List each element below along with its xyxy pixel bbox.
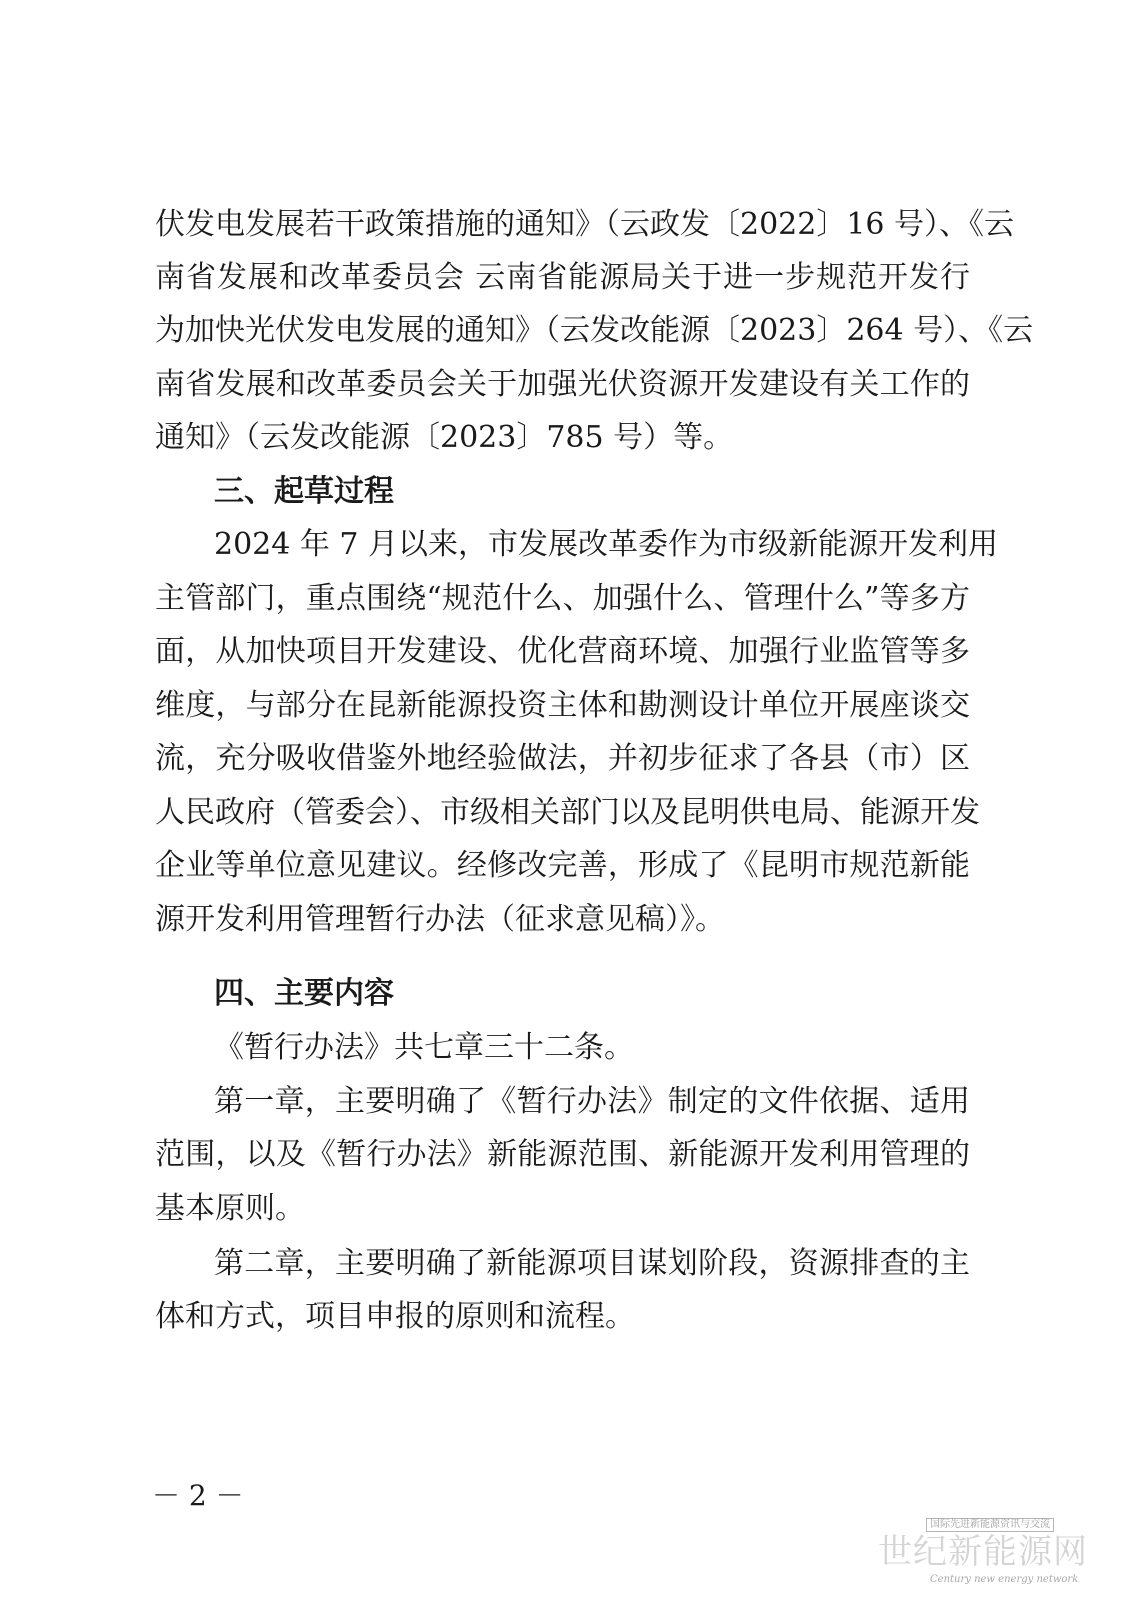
body-line: 南省发展和改革委员会 云南省能源局关于进一步规范开发行 [155, 260, 970, 295]
watermark-tagline: 国际先进新能源资讯与交流 [926, 1518, 1054, 1532]
body-line: 人民政府（管委会）、市级相关部门以及昆明供电局、能源开发 [155, 795, 980, 830]
body-line: 第一章，主要明确了《暂行办法》制定的文件依据、适用 [214, 1084, 970, 1119]
body-line: 维度，与部分在昆新能源投资主体和勘测设计单位开展座谈交 [155, 688, 970, 723]
body-line: 主管部门，重点围绕“规范什么、加强什么、管理什么”等多方 [155, 581, 970, 616]
body-line: 体和方式，项目申报的原则和流程。 [155, 1299, 635, 1334]
watermark-subtitle: Century new energy network [930, 1574, 1079, 1585]
page-number: － 2 － [152, 1479, 244, 1512]
body-line: 2024 年 7 月以来，市发展改革委作为市级新能源开发利用 [214, 527, 999, 562]
body-line: 第二章，主要明确了新能源项目谋划阶段，资源排查的主 [214, 1246, 970, 1281]
body-line: 南省发展和改革委员会关于加强光伏资源开发建设有关工作的 [155, 367, 970, 402]
body-line: 《暂行办法》共七章三十二条。 [214, 1030, 634, 1065]
body-line: 面，从加快项目开发建设、优化营商环境、加强行业监管等多 [155, 634, 970, 669]
body-line: 源开发利用管理暂行办法（征求意见稿）》。 [155, 902, 725, 937]
watermark-logo [878, 1518, 1098, 1590]
body-line: 伏发电发展若干政策措施的通知》（云政发〔2022〕16 号）、《云 [155, 207, 1015, 242]
section-heading-drafting-process: 三、起草过程 [214, 474, 394, 509]
body-line: 流，充分吸收借鉴外地经验做法，并初步征求了各县（市）区 [155, 741, 970, 776]
body-line: 为加快光伏发电发展的通知》（云发改能源〔2023〕264 号）、《云 [155, 313, 1034, 348]
body-line: 基本原则。 [155, 1191, 305, 1226]
body-line: 范围，以及《暂行办法》新能源范围、新能源开发利用管理的 [155, 1137, 970, 1172]
watermark-brand: 世纪新能源网 [878, 1532, 1088, 1572]
section-heading-main-content: 四、主要内容 [214, 976, 394, 1011]
body-line: 企业等单位意见建议。经修改完善，形成了《昆明市规范新能 [155, 848, 970, 883]
body-line: 通知》（云发改能源〔2023〕785 号）等。 [155, 420, 734, 455]
